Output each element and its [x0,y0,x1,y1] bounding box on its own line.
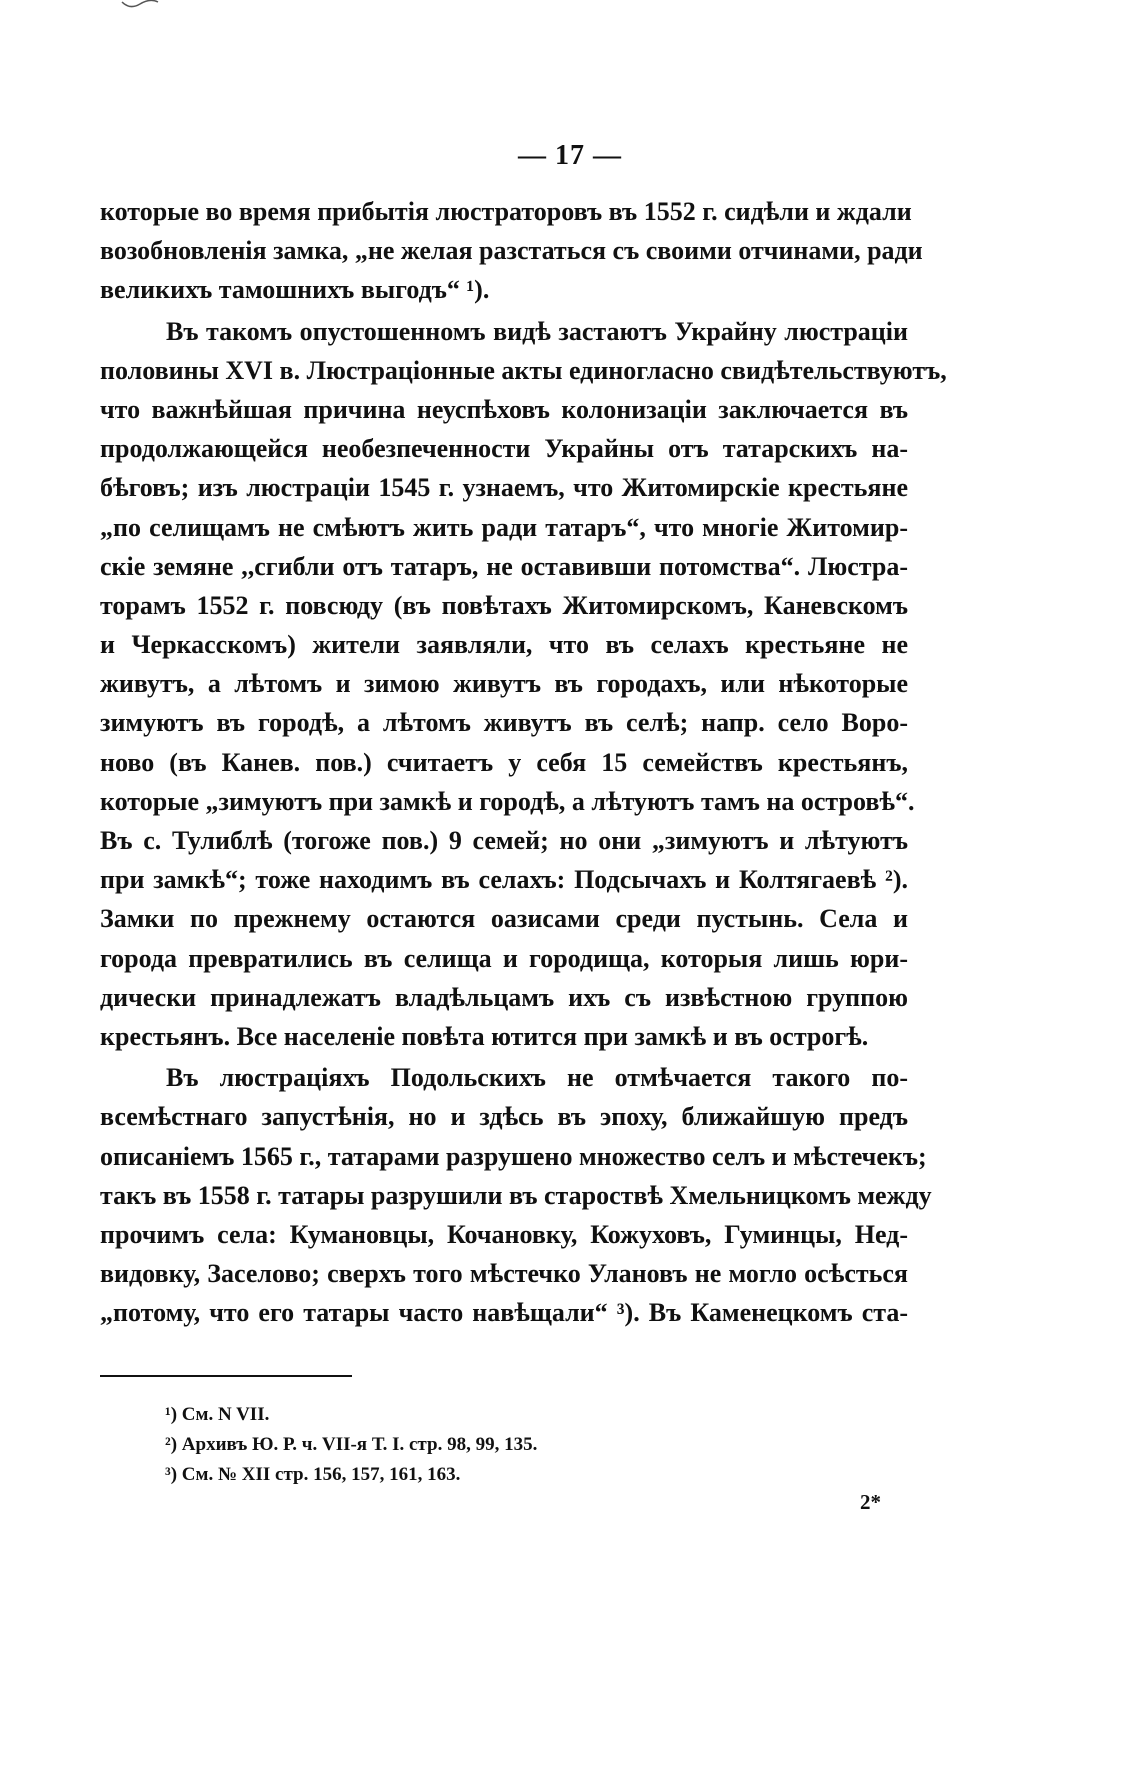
text-line: торамъ 1552 г. повсюду (въ повѣтахъ Житомирскомъ, Каневскомъ [100,590,908,620]
text-line: которые „зимуютъ при замкѣ и городѣ, а лѣтуютъ тамъ на островѣ“. [100,786,915,816]
signature-mark: 2* [860,1490,881,1514]
scan-mark-icon [120,0,160,12]
text-line: всемѣстнаго запустѣнія, но и здѣсь въ эпоху, ближайшую предъ [100,1102,908,1132]
footnote-text: Архивъ Ю. Р. ч. VII-я Т. I. стр. 98, 99, 135. [181,1434,538,1455]
text-line: „по селищамъ не смѣютъ жить ради татаръ“, что многіе Житомир- [100,512,908,542]
footnote-mark: ³) [165,1464,178,1485]
text-line: „потому, что его татары часто навѣщали“ ³). Въ Каменецкомъ ста- [100,1298,908,1328]
text-line: дически принадлежатъ владѣльцамъ ихъ съ извѣстною группою [100,982,908,1012]
footnote-mark: ¹) [165,1404,178,1425]
footnote [165,1430,765,1460]
text-line: прочимъ села: Кумановцы, Кочановку, Кожуховъ, Гуминцы, Нед- [100,1219,908,1249]
text-line: при замкѣ“; тоже находимъ въ селахъ: Подсычахъ и Колтягаевѣ ²). [100,865,908,895]
text-line: живутъ, а лѣтомъ и зимою живутъ въ городахъ, или нѣкоторые [100,669,908,699]
body-text [100,192,947,1332]
footnote [165,1460,765,1490]
text-line: половины XVI в. Люстраціонные акты единогласно свидѣтельствуютъ, [100,355,947,385]
text-line: которые во время прибытія люстраторовъ въ 1552 г. сидѣли и ждали [100,197,912,226]
text-line: ново (въ Канев. пов.) считаетъ у себя 15 семействъ крестьянъ, [100,747,908,777]
text-line: описаніемъ 1565 г., татарами разрушено множество селъ и мѣстечекъ; [100,1141,927,1171]
text-line: великихъ тамошнихъ выгодъ“ ¹). [100,275,490,305]
text-line: бѣговъ; изъ люстраціи 1545 г. узнаемъ, что Житомирскіе крестьяне [100,473,908,503]
text-line: Въ люстраціяхъ Подольскихъ не отмѣчается такого по- [166,1063,908,1093]
footnote-mark: ²) [165,1434,178,1455]
text-line: Въ такомъ опустошенномъ видѣ застаютъ Украйну люстраціи [166,316,908,346]
text-line: и Черкасскомъ) жители заявляли, что въ селахъ крестьяне не [100,630,908,660]
text-line: города превратились въ селища и городища, которыя лишь юри- [100,943,908,973]
text-line: крестьянъ. Все населеніе повѣта ютится при замкѣ и въ острогѣ. [100,1021,869,1051]
text-line: продолжающейся необезпеченности Украйны отъ татарскихъ на- [100,434,908,464]
footnotes [165,1400,765,1490]
text-line: зимуютъ въ городѣ, а лѣтомъ живутъ въ селѣ; напр. село Воро- [100,708,908,738]
page-number: — 17 — [518,140,622,171]
text-line: возобновленія замка, „не желая разстаться съ своими отчинами, ради [100,236,923,266]
text-line: такъ въ 1558 г. татары разрушили въ староствѣ Хмельницкомъ между [100,1180,932,1210]
text-line: скіе земяне ,,сгибли отъ татаръ, не оставивши потомства“. Люстра- [100,551,908,581]
text-line: Въ с. Тулиблѣ (тогоже пов.) 9 семей; но они „зимуютъ и лѣтуютъ [100,826,908,855]
text-line: Замки по прежнему остаются оазисами среди пустынь. Села и [100,904,908,934]
text-line: что важнѣйшая причина неуспѣховъ колонизаціи заключается въ [100,394,908,424]
footnote [165,1400,765,1430]
footnote-text: См. N VII. [181,1404,270,1425]
text-line: видовку, Заселово; сверхъ того мѣстечко Улановъ не могло осѣсться [100,1259,908,1289]
footnote-text: См. № XII стр. 156, 157, 161, 163. [181,1464,461,1485]
footnote-divider [100,1375,352,1377]
